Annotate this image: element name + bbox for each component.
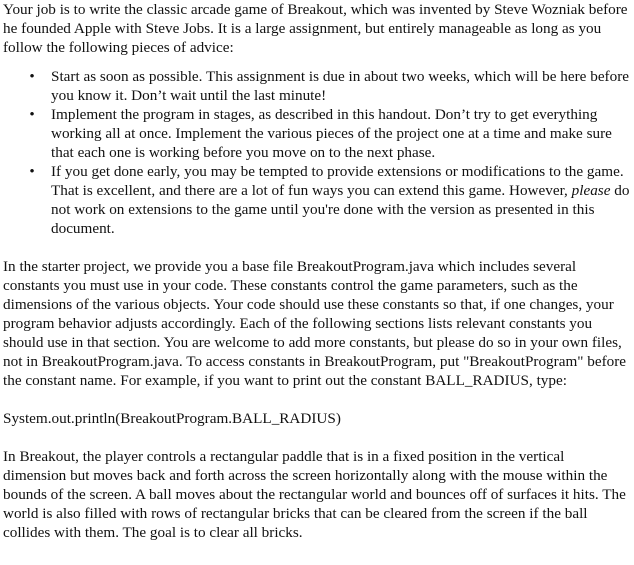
- bullet-icon: •: [29, 163, 35, 180]
- bullet-icon: •: [29, 68, 35, 85]
- advice-text: Implement the program in stages, as described in this handout. Don’t try to get everything working all at once. Implement the various pieces of the project one at a time and make sure that each one is working before you move on to the next phase.: [51, 106, 612, 161]
- advice-text: [51, 163, 629, 237]
- advice-text-before: If you get done early, you may be tempted to provide extensions or modifications to the game. That is excellent, and there are a lot of fun ways you can extend this game. However,: [51, 163, 624, 199]
- advice-item-extensions: [3, 162, 631, 238]
- advice-list: [3, 67, 631, 238]
- advice-text-after: do not work on extensions to the game until you're done with the version as presented in this document.: [51, 182, 630, 237]
- gameplay-paragraph: In Breakout, the player controls a rectangular paddle that is in a fixed position in the vertical dimension but moves back and forth across the screen horizontally along with the mouse within the bounds of the screen. A ball moves about the rectangular world and bounces off of surfaces it hits. The world is also filled with rows of rectangular bricks that can be cleared from the screen if the ball collides with them. The goal is to clear all bricks.: [3, 448, 626, 541]
- document-page: [3, 0, 631, 542]
- emphasis-please: please: [571, 182, 611, 199]
- code-example: System.out.println(BreakoutProgram.BALL_RADIUS): [3, 410, 341, 427]
- starter-project-paragraph: In the starter project, we provide you a base file BreakoutProgram.java which includes several constants you must use in your code. These constants control the game parameters, such as the dimensions of the various objects. Your code should use these constants so that, if one changes, your program behavior adjusts accordingly. Each of the following sections lists relevant constants you should use in that section. You are welcome to add more constants, but please do so in your own files, not in BreakoutProgram.java. To access constants in BreakoutProgram, put "BreakoutProgram" before the constant name. For example, if you want to print out the constant BALL_RADIUS, type:: [3, 258, 627, 389]
- advice-item-start-early: [3, 67, 631, 105]
- intro-paragraph: Your job is to write the classic arcade game of Breakout, which was invented by Steve Wozniak before he founded Apple with Steve Jobs. It is a large assignment, but entirely manageable as long as you follow the following pieces of advice:: [3, 1, 628, 56]
- advice-item-stages: [3, 105, 631, 162]
- advice-text: Start as soon as possible. This assignment is due in about two weeks, which will be here before you know it. Don’t wait until the last minute!: [51, 68, 630, 104]
- bullet-icon: •: [29, 106, 35, 123]
